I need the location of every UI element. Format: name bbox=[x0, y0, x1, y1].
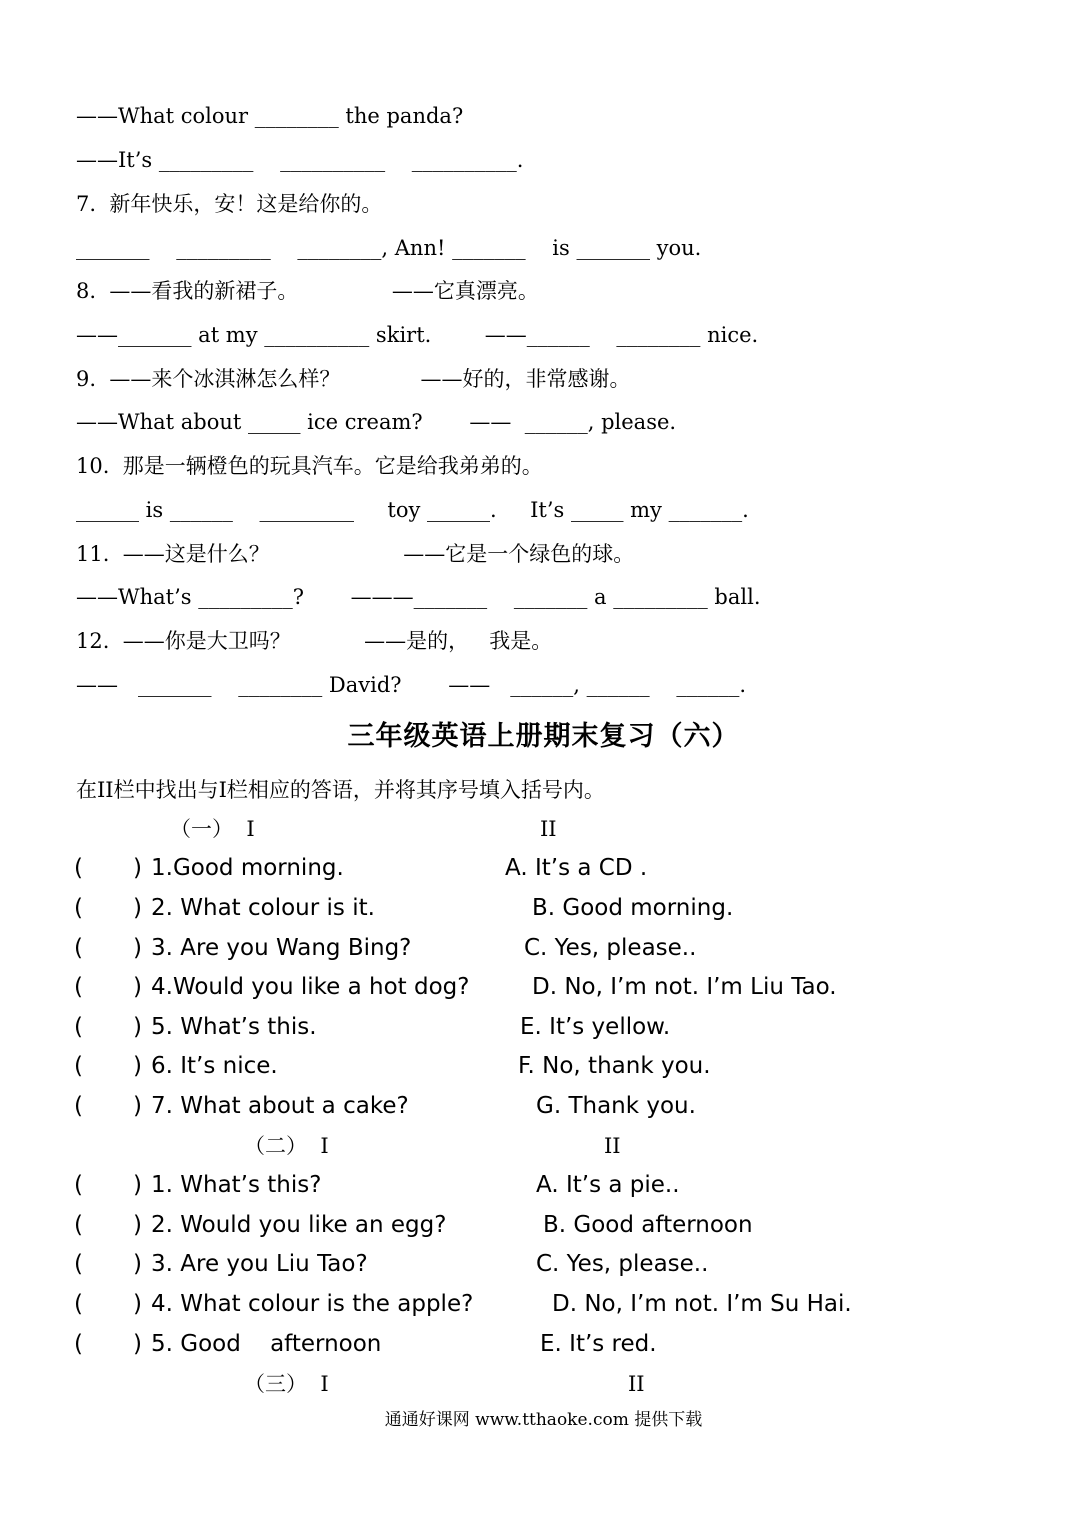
answer-option: G. Thank you. bbox=[536, 1093, 696, 1119]
question-item: 3. Are you Wang Bing? bbox=[151, 935, 412, 961]
section-3-label: （三） Ⅰ bbox=[244, 1372, 329, 1396]
exercise-line: 11. ——这是什么？ ——它是一个绿色的球。 bbox=[76, 542, 635, 566]
exercise-line: 9. ——来个冰淇淋怎么样？ ——好的，非常感谢。 bbox=[76, 367, 631, 391]
question-item: 1. What’s this? bbox=[151, 1172, 322, 1198]
answer-paren-close: ) bbox=[133, 1093, 142, 1119]
question-item: 4. What colour is the apple? bbox=[151, 1291, 474, 1317]
exercise-line: ——It’s _________ __________ __________. bbox=[76, 148, 524, 172]
exercise-line: 8. ——看我的新裙子。 ——它真漂亮。 bbox=[76, 279, 539, 303]
question-item: 2. Would you like an egg? bbox=[151, 1212, 447, 1238]
answer-option: B. Good morning. bbox=[532, 895, 734, 921]
exercise-line: ——What’s _________? ———_______ _______ a _________ ball. bbox=[76, 585, 761, 609]
answer-option: D. No, I’m not. I’m Liu Tao. bbox=[532, 974, 837, 1000]
exercise-line: _______ _________ ________, Ann! _______ is _______ you. bbox=[76, 236, 702, 260]
answer-paren-open[interactable]: ( bbox=[74, 1093, 83, 1119]
answer-paren-open[interactable]: ( bbox=[74, 1053, 83, 1079]
exercise-line: 10. 那是一辆橙色的玩具汽车。它是给我弟弟的。 bbox=[76, 454, 543, 478]
answer-option: A. It’s a pie.. bbox=[536, 1172, 680, 1198]
answer-paren-open[interactable]: ( bbox=[74, 1331, 83, 1357]
section-1-label: （一） Ⅰ bbox=[170, 817, 255, 841]
answer-paren-open[interactable]: ( bbox=[74, 1291, 83, 1317]
question-item: 3. Are you Liu Tao? bbox=[151, 1251, 368, 1277]
answer-paren-open[interactable]: ( bbox=[74, 1212, 83, 1238]
exercise-line: ______ is ______ _________ toy ______. It’s _____ my _______. bbox=[76, 498, 749, 522]
section-2-label: （二） Ⅰ bbox=[244, 1134, 329, 1158]
answer-paren-open[interactable]: ( bbox=[74, 974, 83, 1000]
answer-option: E. It’s red. bbox=[540, 1331, 657, 1357]
question-item: 1.Good morning. bbox=[151, 855, 344, 881]
answer-paren-close: ) bbox=[133, 1291, 142, 1317]
answer-paren-open[interactable]: ( bbox=[74, 1014, 83, 1040]
question-item: 2. What colour is it. bbox=[151, 895, 375, 921]
section-2-col2-label: II bbox=[604, 1134, 621, 1158]
answer-option: B. Good afternoon bbox=[543, 1212, 753, 1238]
answer-paren-close: ) bbox=[133, 1212, 142, 1238]
page-title: 三年级英语上册期末复习（六） bbox=[347, 721, 740, 752]
exercise-line: —— _______ ________ David? —— ______, ______ ______. bbox=[76, 673, 747, 697]
exercise-line: ——What about _____ ice cream? —— ______, please. bbox=[76, 410, 677, 434]
question-item: 5. What’s this. bbox=[151, 1014, 317, 1040]
answer-paren-close: ) bbox=[133, 1331, 142, 1357]
answer-paren-open[interactable]: ( bbox=[74, 855, 83, 881]
answer-paren-open[interactable]: ( bbox=[74, 895, 83, 921]
answer-paren-open[interactable]: ( bbox=[74, 935, 83, 961]
question-item: 5. Good afternoon bbox=[151, 1331, 382, 1357]
answer-paren-close: ) bbox=[133, 1172, 142, 1198]
answer-paren-close: ) bbox=[133, 935, 142, 961]
answer-paren-close: ) bbox=[133, 974, 142, 1000]
answer-paren-close: ) bbox=[133, 1014, 142, 1040]
section-1-col2-label: II bbox=[540, 817, 557, 841]
question-item: 4.Would you like a hot dog? bbox=[151, 974, 470, 1000]
answer-option: A. It’s a CD . bbox=[505, 855, 648, 881]
question-item: 6. It’s nice. bbox=[151, 1053, 278, 1079]
exercise-line: 7. 新年快乐，安！这是给你的。 bbox=[76, 192, 383, 216]
answer-paren-close: ) bbox=[133, 855, 142, 881]
answer-option: F. No, thank you. bbox=[518, 1053, 711, 1079]
question-item: 7. What about a cake? bbox=[151, 1093, 409, 1119]
answer-option: C. Yes, please.. bbox=[536, 1251, 709, 1277]
answer-paren-open[interactable]: ( bbox=[74, 1172, 83, 1198]
answer-option: C. Yes, please.. bbox=[524, 935, 697, 961]
instruction-text: 在II栏中找出与Ⅰ栏相应的答语，并将其序号填入括号内。 bbox=[76, 778, 605, 802]
section-3-col2-label: II bbox=[628, 1372, 645, 1396]
exercise-line: ——_______ at my __________ skirt. ——______ ________ nice. bbox=[76, 323, 759, 347]
answer-paren-close: ) bbox=[133, 895, 142, 921]
exercise-line: ——What colour ________ the panda? bbox=[76, 104, 464, 128]
answer-option: E. It’s yellow. bbox=[520, 1014, 671, 1040]
answer-paren-close: ) bbox=[133, 1053, 142, 1079]
page-footer: 通通好课网 www.tthaoke.com 提供下载 bbox=[384, 1410, 703, 1430]
answer-paren-close: ) bbox=[133, 1251, 142, 1277]
answer-option: D. No, I’m not. I’m Su Hai. bbox=[552, 1291, 852, 1317]
exercise-line: 12. ——你是大卫吗？ ——是的， 我是。 bbox=[76, 629, 553, 653]
answer-paren-open[interactable]: ( bbox=[74, 1251, 83, 1277]
